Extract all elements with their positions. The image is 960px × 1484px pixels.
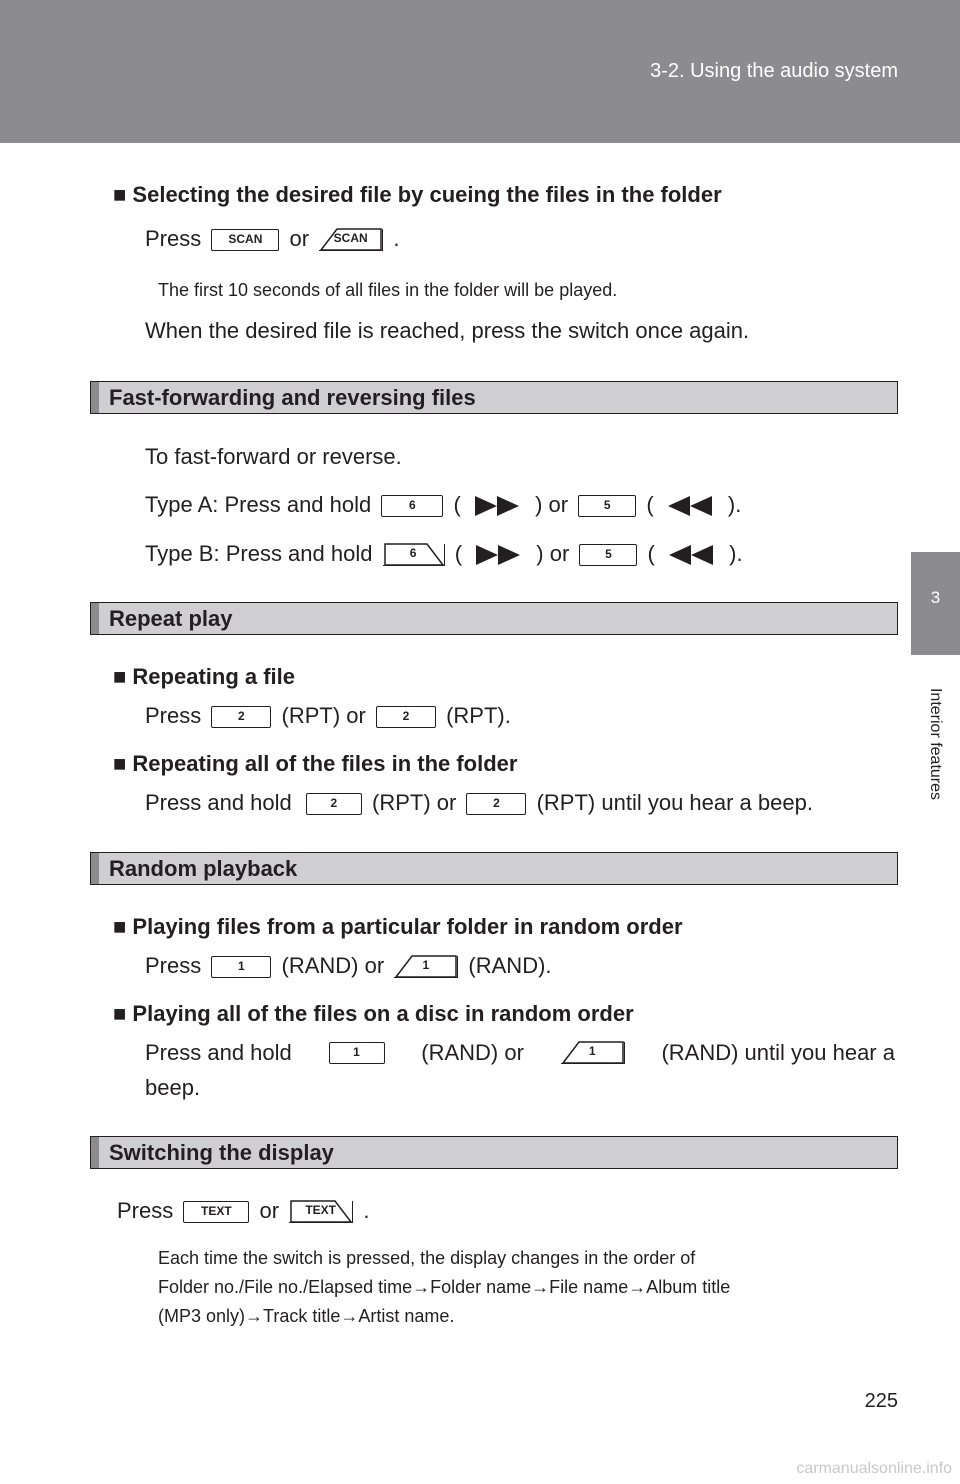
type-b-label: Type B: Press and hold <box>145 541 373 566</box>
page-header <box>0 0 960 143</box>
rewind-icon <box>666 494 716 518</box>
cue-after-text: When the desired file is reached, press the switch once again. <box>145 318 750 343</box>
key-label: 1 <box>422 958 430 973</box>
cue-heading-text: Selecting the desired file by cueing the files in the folder <box>132 182 722 207</box>
random-folder-line <box>145 953 552 979</box>
section-bar-display <box>90 1136 898 1169</box>
bullet: ■ <box>113 1001 127 1026</box>
section-edge <box>91 603 99 634</box>
random-disc-line <box>145 1040 895 1066</box>
rand-end: (RAND). <box>468 953 552 978</box>
rpt-until: (RPT) until you hear a beep. <box>536 790 813 815</box>
display-note-line-2: Folder no./File no./Elapsed time→Folder name→File name→Album title <box>158 1277 731 1297</box>
section-bar-ff <box>90 381 898 414</box>
repeat-file-line <box>145 703 511 729</box>
ff-intro: To fast-forward or reverse. <box>145 444 402 469</box>
key-label: 1 <box>353 1045 360 1059</box>
key-label: 1 <box>588 1044 596 1058</box>
key-6-fwd <box>381 495 443 517</box>
or-text: or <box>289 226 310 251</box>
rand-or: (RAND) or <box>281 953 385 978</box>
section-edge <box>91 1137 99 1168</box>
key-label: 2 <box>402 709 410 724</box>
bullet: ■ <box>113 664 127 689</box>
paren-end: ). <box>729 541 743 566</box>
paren-end: ). <box>727 492 742 517</box>
heading-text: Repeating all of the files in the folder <box>132 751 518 776</box>
key-label: SCAN <box>228 232 263 247</box>
section-title: Switching the display <box>109 1140 334 1165</box>
section-bar-repeat <box>90 602 898 635</box>
section-edge <box>91 382 99 413</box>
press-text: Press <box>145 226 202 251</box>
key-label: 5 <box>605 547 612 562</box>
key-label: 1 <box>238 959 245 974</box>
heading-text: Playing all of the files on a disc in random order <box>132 1001 634 1026</box>
repeat-folder-heading <box>113 751 517 777</box>
scan-key-b <box>319 229 383 251</box>
display-note-line-1: Each time the switch is pressed, the display changes in the order of <box>158 1248 696 1268</box>
paren: ( <box>646 492 654 517</box>
scan-key-a <box>211 229 279 251</box>
cue-note: The first 10 seconds of all files in the folder will be played. <box>158 280 618 300</box>
rpt-or: (RPT) or <box>281 703 366 728</box>
chapter-side-label: Interior features <box>927 687 944 801</box>
key-6-fwd-curved <box>383 544 445 566</box>
random-beep: beep. <box>145 1075 201 1100</box>
rand-until: (RAND) until you hear a <box>661 1040 895 1065</box>
display-note-line-3: (MP3 only)→Track title→Artist name. <box>158 1306 455 1326</box>
key-1-curved <box>561 1042 625 1064</box>
watermark: carmanualsonline.info <box>796 1460 952 1477</box>
press-hold-text: Press and hold <box>145 1040 292 1065</box>
ff-type-b-line <box>145 541 743 567</box>
display-press-line <box>117 1198 369 1224</box>
or-text: or <box>259 1198 280 1223</box>
page-number: 225 <box>864 1390 898 1412</box>
key-2-alt <box>466 793 526 815</box>
press-hold-text: Press and hold <box>145 790 292 815</box>
key-label: 2 <box>330 796 338 811</box>
paren: ( <box>453 492 461 517</box>
random-disc-heading <box>113 1001 634 1027</box>
random-folder-heading <box>113 914 683 940</box>
heading-text: Repeating a file <box>132 664 296 689</box>
key-1 <box>211 956 271 978</box>
bullet: ■ <box>113 914 127 939</box>
cue-press-line <box>145 226 399 252</box>
key-label: 5 <box>603 498 611 513</box>
section-title: Random playback <box>109 856 298 881</box>
press-text: Press <box>145 703 202 728</box>
section-bar-random <box>90 852 898 885</box>
chapter-title: 3-2. Using the audio system <box>650 60 898 82</box>
rpt-or: (RPT) or <box>372 790 457 815</box>
key-label: SCAN <box>333 231 368 246</box>
key-label: TEXT <box>201 1204 232 1219</box>
rewind-icon <box>667 543 717 567</box>
fast-forward-icon <box>473 494 523 518</box>
section-edge <box>91 853 99 884</box>
text-key <box>183 1201 249 1223</box>
press-text: Press <box>145 953 202 978</box>
key-label: 2 <box>238 709 245 724</box>
key-2 <box>211 706 271 728</box>
key-2-alt <box>376 706 436 728</box>
paren-or: ) or <box>535 492 569 517</box>
period: . <box>393 226 400 251</box>
bullet: ■ <box>113 751 127 776</box>
rand-or: (RAND) or <box>421 1040 524 1065</box>
key-2 <box>306 793 362 815</box>
section-title: Repeat play <box>109 606 233 631</box>
paren: ( <box>454 541 463 566</box>
key-1 <box>329 1042 385 1064</box>
repeat-file-heading <box>113 664 295 690</box>
section-title: Fast-forwarding and reversing files <box>109 385 476 410</box>
key-label: TEXT <box>305 1203 337 1218</box>
key-label: 6 <box>409 498 416 513</box>
fast-forward-icon <box>474 543 524 567</box>
period: . <box>363 1198 370 1223</box>
cue-heading <box>113 182 722 208</box>
text-key-curved <box>289 1201 353 1223</box>
repeat-folder-line <box>145 790 813 816</box>
chapter-number-tab: 3 <box>911 552 960 655</box>
rpt-end: (RPT). <box>446 703 511 728</box>
key-label: 2 <box>493 796 500 811</box>
bullet: ■ <box>113 182 127 207</box>
paren-or: ) or <box>536 541 570 566</box>
paren: ( <box>647 541 655 566</box>
heading-text: Playing files from a particular folder in random order <box>132 914 683 939</box>
key-label: 6 <box>409 546 417 561</box>
key-5-rev <box>578 495 636 517</box>
type-a-label: Type A: Press and hold <box>145 492 372 517</box>
press-text: Press <box>117 1198 174 1223</box>
ff-type-a-line <box>145 492 741 518</box>
key-1-curved <box>394 956 458 978</box>
key-5-rev <box>579 544 637 566</box>
